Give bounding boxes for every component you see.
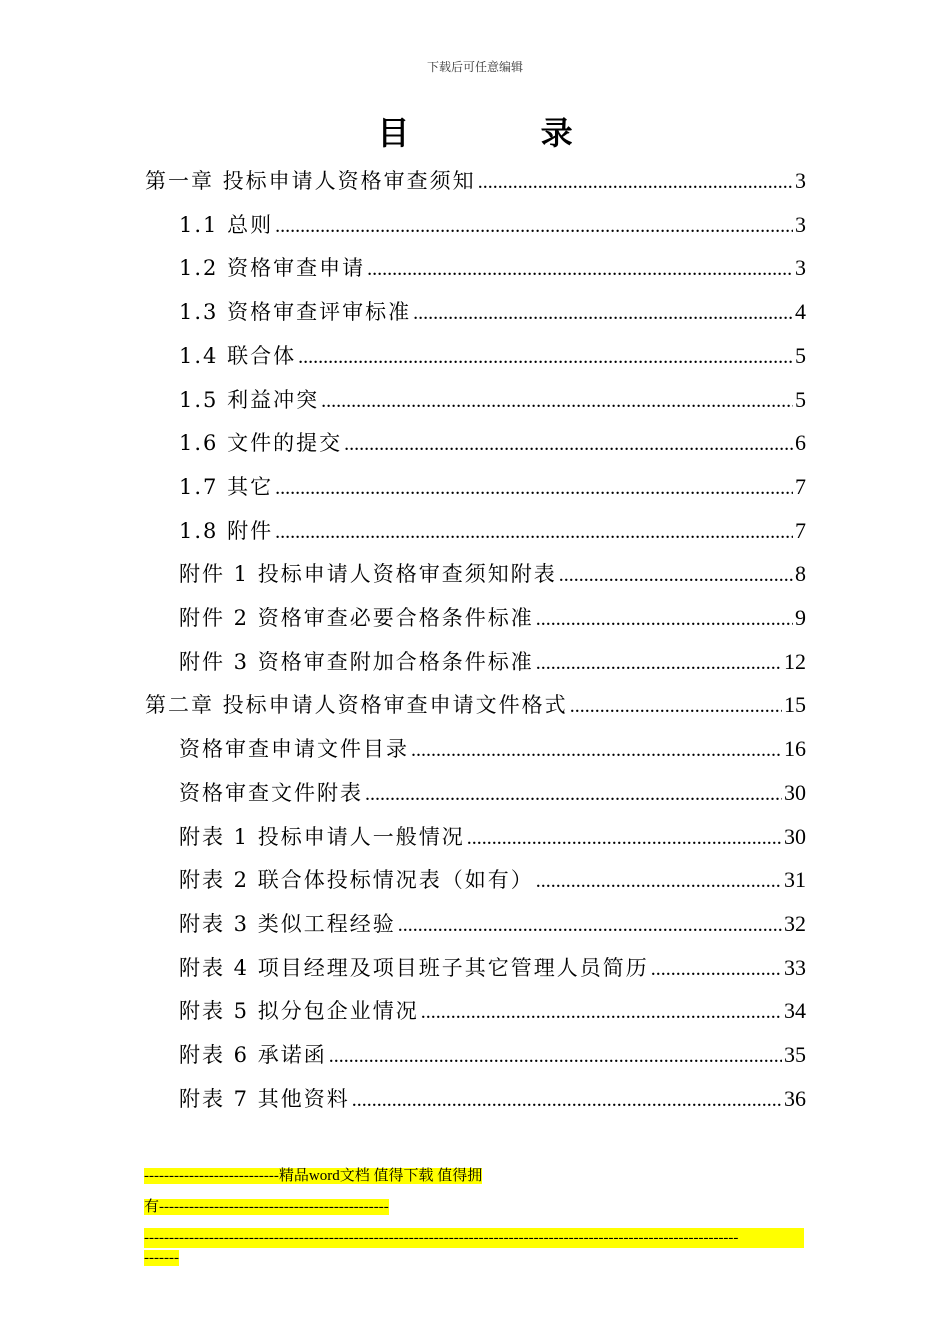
toc-entry-label: 1.3 资格审查评审标准 — [179, 300, 412, 325]
toc-entry[interactable] — [179, 996, 806, 1026]
toc-entry-label: 附表 1 投标申请人一般情况 — [179, 824, 465, 849]
toc-entry-label: 1.7 其它 — [179, 474, 274, 499]
toc-leader-dots — [421, 997, 782, 1027]
toc-leader-dots — [344, 429, 793, 459]
toc-leader-dots — [559, 560, 793, 590]
toc-entry-page: 3 — [795, 211, 806, 237]
toc-leader-dots — [570, 691, 782, 721]
toc-entry-page: 30 — [784, 779, 806, 805]
toc-entry-label: 附表 3 类似工程经验 — [179, 911, 396, 936]
toc-entry-page: 31 — [784, 867, 806, 893]
toc-entry-page: 36 — [784, 1085, 806, 1111]
toc-entry-label: 第一章 投标申请人资格审查须知 — [145, 169, 476, 193]
toc-leader-dots — [298, 342, 793, 372]
toc-leader-dots — [352, 1085, 782, 1115]
toc-entry[interactable] — [179, 822, 806, 852]
toc-entry-label: 附件 3 资格审查附加合格条件标准 — [179, 649, 534, 674]
toc-entry[interactable] — [179, 734, 806, 764]
toc-entry[interactable] — [179, 865, 806, 895]
toc-entry-label: 资格审查文件附表 — [179, 780, 363, 805]
toc-entry[interactable] — [179, 428, 806, 458]
toc-entry-label: 1.4 联合体 — [179, 343, 297, 368]
toc-entry-label: 1.5 利益冲突 — [179, 387, 320, 412]
toc-entry-page: 6 — [795, 430, 806, 456]
toc-entry-label: 附件 2 资格审查必要合格条件标准 — [179, 606, 534, 630]
toc-entry-label: 1.1 总则 — [179, 212, 274, 237]
toc-entry[interactable] — [179, 210, 806, 240]
toc-entry-label: 附表 5 拟分包企业情况 — [179, 999, 419, 1024]
toc-entry-page: 7 — [795, 517, 806, 543]
toc-leader-dots — [536, 648, 782, 678]
toc-entry-label: 附表 4 项目经理及项目班子其它管理人员简历 — [179, 955, 649, 980]
toc-leader-dots — [367, 254, 793, 284]
toc-entry[interactable] — [179, 253, 806, 283]
toc-entry[interactable] — [179, 909, 806, 939]
toc-entry-page: 7 — [795, 473, 806, 499]
toc-entry[interactable] — [179, 297, 806, 327]
toc-entry-label: 附件 1 投标申请人资格审查须知附表 — [179, 562, 557, 587]
toc-entry-page: 4 — [795, 299, 806, 325]
toc-title: 目 录 — [377, 114, 633, 152]
toc-entry-page: 34 — [784, 998, 806, 1024]
toc-leader-dots — [536, 866, 782, 896]
footer-line-4: ------- — [144, 1250, 179, 1266]
toc-leader-dots — [411, 735, 782, 765]
toc-leader-dots — [413, 298, 793, 328]
footer-line-3: ----------------------------------------------------------------------------------------------------------------------- — [144, 1228, 804, 1248]
toc-entry-page: 3 — [795, 255, 806, 281]
toc-entry-page: 9 — [795, 605, 806, 630]
toc-entry[interactable] — [179, 385, 806, 415]
toc-entry[interactable] — [179, 341, 806, 371]
toc-entry[interactable] — [179, 559, 806, 589]
toc-entry-label: 1.2 资格审查申请 — [179, 256, 366, 281]
toc-entry[interactable] — [179, 778, 806, 808]
toc-entry-page: 16 — [784, 736, 806, 762]
toc-entry-page: 35 — [784, 1042, 806, 1067]
toc-entry-label: 第二章 投标申请人资格审查申请文件格式 — [145, 693, 568, 718]
header-note: 下载后可任意编辑 — [426, 60, 523, 74]
toc-entry[interactable] — [145, 690, 806, 720]
toc-entry-label: 资格审查申请文件目录 — [179, 737, 409, 762]
toc-entry-page: 30 — [784, 823, 806, 849]
toc-leader-dots — [275, 473, 793, 503]
toc-entry[interactable] — [179, 472, 806, 502]
toc-entry[interactable] — [179, 953, 806, 983]
toc-entry-label: 1.8 附件 — [179, 518, 274, 543]
toc-leader-dots — [467, 823, 782, 853]
toc-leader-dots — [478, 167, 793, 197]
toc-entry-page: 5 — [795, 342, 806, 368]
toc-leader-dots — [275, 211, 793, 241]
toc-entry-page: 33 — [784, 954, 806, 980]
toc-leader-dots — [536, 604, 793, 634]
toc-leader-dots — [329, 1041, 782, 1071]
toc-leader-dots — [398, 910, 782, 940]
toc-entry-page: 8 — [795, 561, 806, 587]
toc-entry[interactable] — [179, 1040, 806, 1070]
toc-entry[interactable] — [179, 516, 806, 546]
toc-entry-page: 3 — [795, 168, 806, 193]
toc-entry-page: 32 — [784, 910, 806, 936]
toc-entry-label: 1.6 文件的提交 — [179, 431, 343, 456]
toc-entry-page: 5 — [795, 386, 806, 412]
toc-entry-label: 附表 7 其他资料 — [179, 1086, 350, 1111]
footer-line-2: 有---------------------------------------------- — [144, 1199, 389, 1215]
footer-line-1: ---------------------------精品word文档 值得下载 值得拥 — [144, 1168, 483, 1184]
toc-leader-dots — [651, 954, 782, 984]
toc-leader-dots — [321, 386, 793, 416]
toc-entry-label: 附表 6 承诺函 — [179, 1043, 327, 1067]
toc-entry[interactable] — [179, 603, 806, 633]
toc-entry-label: 附表 2 联合体投标情况表（如有） — [179, 868, 534, 893]
toc-entry[interactable] — [179, 647, 806, 677]
toc-entry[interactable] — [179, 1084, 806, 1114]
toc-leader-dots — [365, 779, 782, 809]
toc-entry[interactable] — [145, 166, 806, 196]
toc-leader-dots — [275, 517, 793, 547]
toc-entry-page: 15 — [784, 692, 806, 718]
toc-entry-page: 12 — [784, 648, 806, 674]
